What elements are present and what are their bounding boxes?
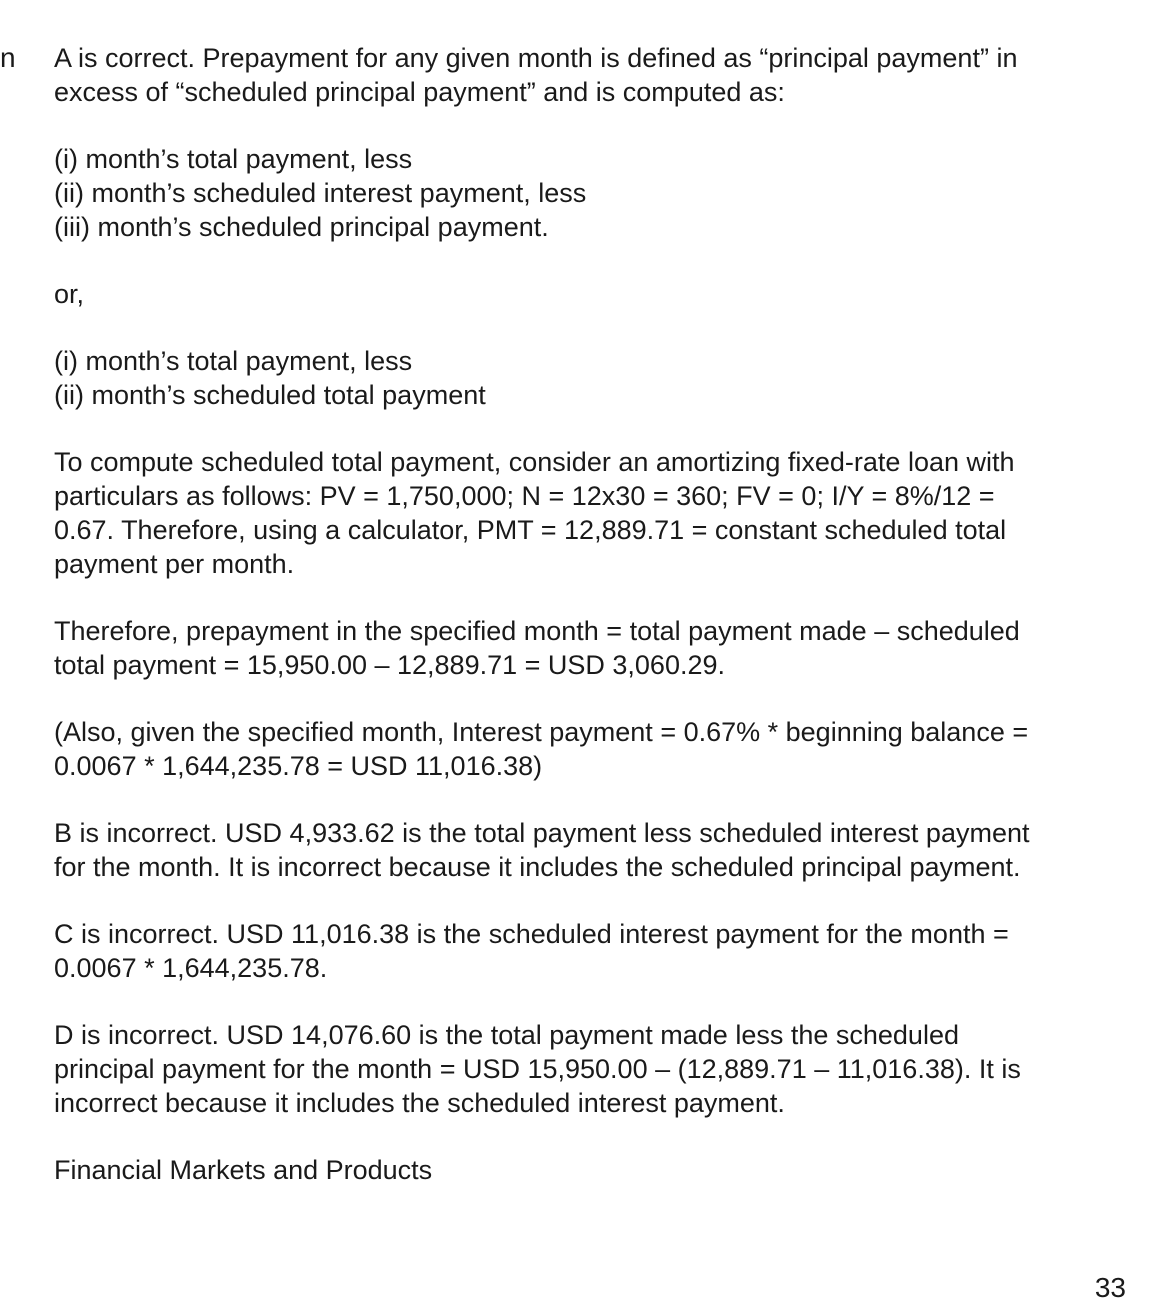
text-line: D is incorrect. USD 14,076.60 is the total payment made less the scheduled	[54, 1020, 959, 1050]
text-line: payment per month.	[54, 549, 295, 579]
text-line: Therefore, prepayment in the specified month = total payment made – scheduled	[54, 616, 1020, 646]
text-line: 0.0067 * 1,644,235.78.	[54, 953, 328, 983]
text-line: excess of “scheduled principal payment” and is computed as:	[54, 77, 785, 107]
interest-note-paragraph	[54, 715, 1134, 783]
text-line: principal payment for the month = USD 15,950.00 – (12,889.71 – 11,016.38). It is	[54, 1054, 1021, 1084]
text-line: incorrect because it includes the scheduled interest payment.	[54, 1088, 785, 1118]
text-line: total payment = 15,950.00 – 12,889.71 = USD 3,060.29.	[54, 650, 725, 680]
list-item: (i) month’s total payment, less	[54, 144, 413, 174]
list-item: (i) month’s total payment, less	[54, 346, 413, 376]
text-line: for the month. It is incorrect because it includes the scheduled principal payment.	[54, 852, 1021, 882]
list-item: (ii) month’s scheduled total payment	[54, 380, 486, 410]
computation-list-one	[54, 142, 1134, 244]
text-line: or,	[54, 279, 85, 309]
text-line: B is incorrect. USD 4,933.62 is the total payment less scheduled interest payment	[54, 818, 1030, 848]
list-item: (iii) month’s scheduled principal payment.	[54, 212, 549, 242]
text-line: particulars as follows: PV = 1,750,000; N = 12x30 = 360; FV = 0; I/Y = 8%/12 =	[54, 481, 995, 511]
text-line: 0.0067 * 1,644,235.78 = USD 11,016.38)	[54, 751, 543, 781]
or-connector	[54, 277, 1134, 311]
text-line: C is incorrect. USD 11,016.38 is the scheduled interest payment for the month =	[54, 919, 1009, 949]
computation-list-two	[54, 344, 1134, 412]
margin-fragment: n	[0, 42, 16, 73]
text-line: Financial Markets and Products	[54, 1155, 433, 1185]
answer-explanation	[54, 41, 1134, 1187]
scheduled-payment-paragraph	[54, 445, 1134, 581]
option-d-explanation	[54, 1018, 1134, 1120]
text-line: (Also, given the specified month, Interest payment = 0.67% * beginning balance =	[54, 717, 1029, 747]
intro-paragraph	[54, 41, 1134, 109]
text-line: 0.67. Therefore, using a calculator, PMT = 12,889.71 = constant scheduled total	[54, 515, 1007, 545]
option-c-explanation	[54, 917, 1134, 985]
page-number-fragment: 33	[1094, 1272, 1126, 1303]
prepayment-result-paragraph	[54, 614, 1134, 682]
topic-label	[54, 1153, 1134, 1187]
list-item: (ii) month’s scheduled interest payment, less	[54, 178, 587, 208]
text-line: A is correct. Prepayment for any given month is defined as “principal payment” in	[54, 43, 1018, 73]
option-b-explanation	[54, 816, 1134, 884]
text-line: To compute scheduled total payment, consider an amortizing fixed-rate loan with	[54, 447, 1015, 477]
